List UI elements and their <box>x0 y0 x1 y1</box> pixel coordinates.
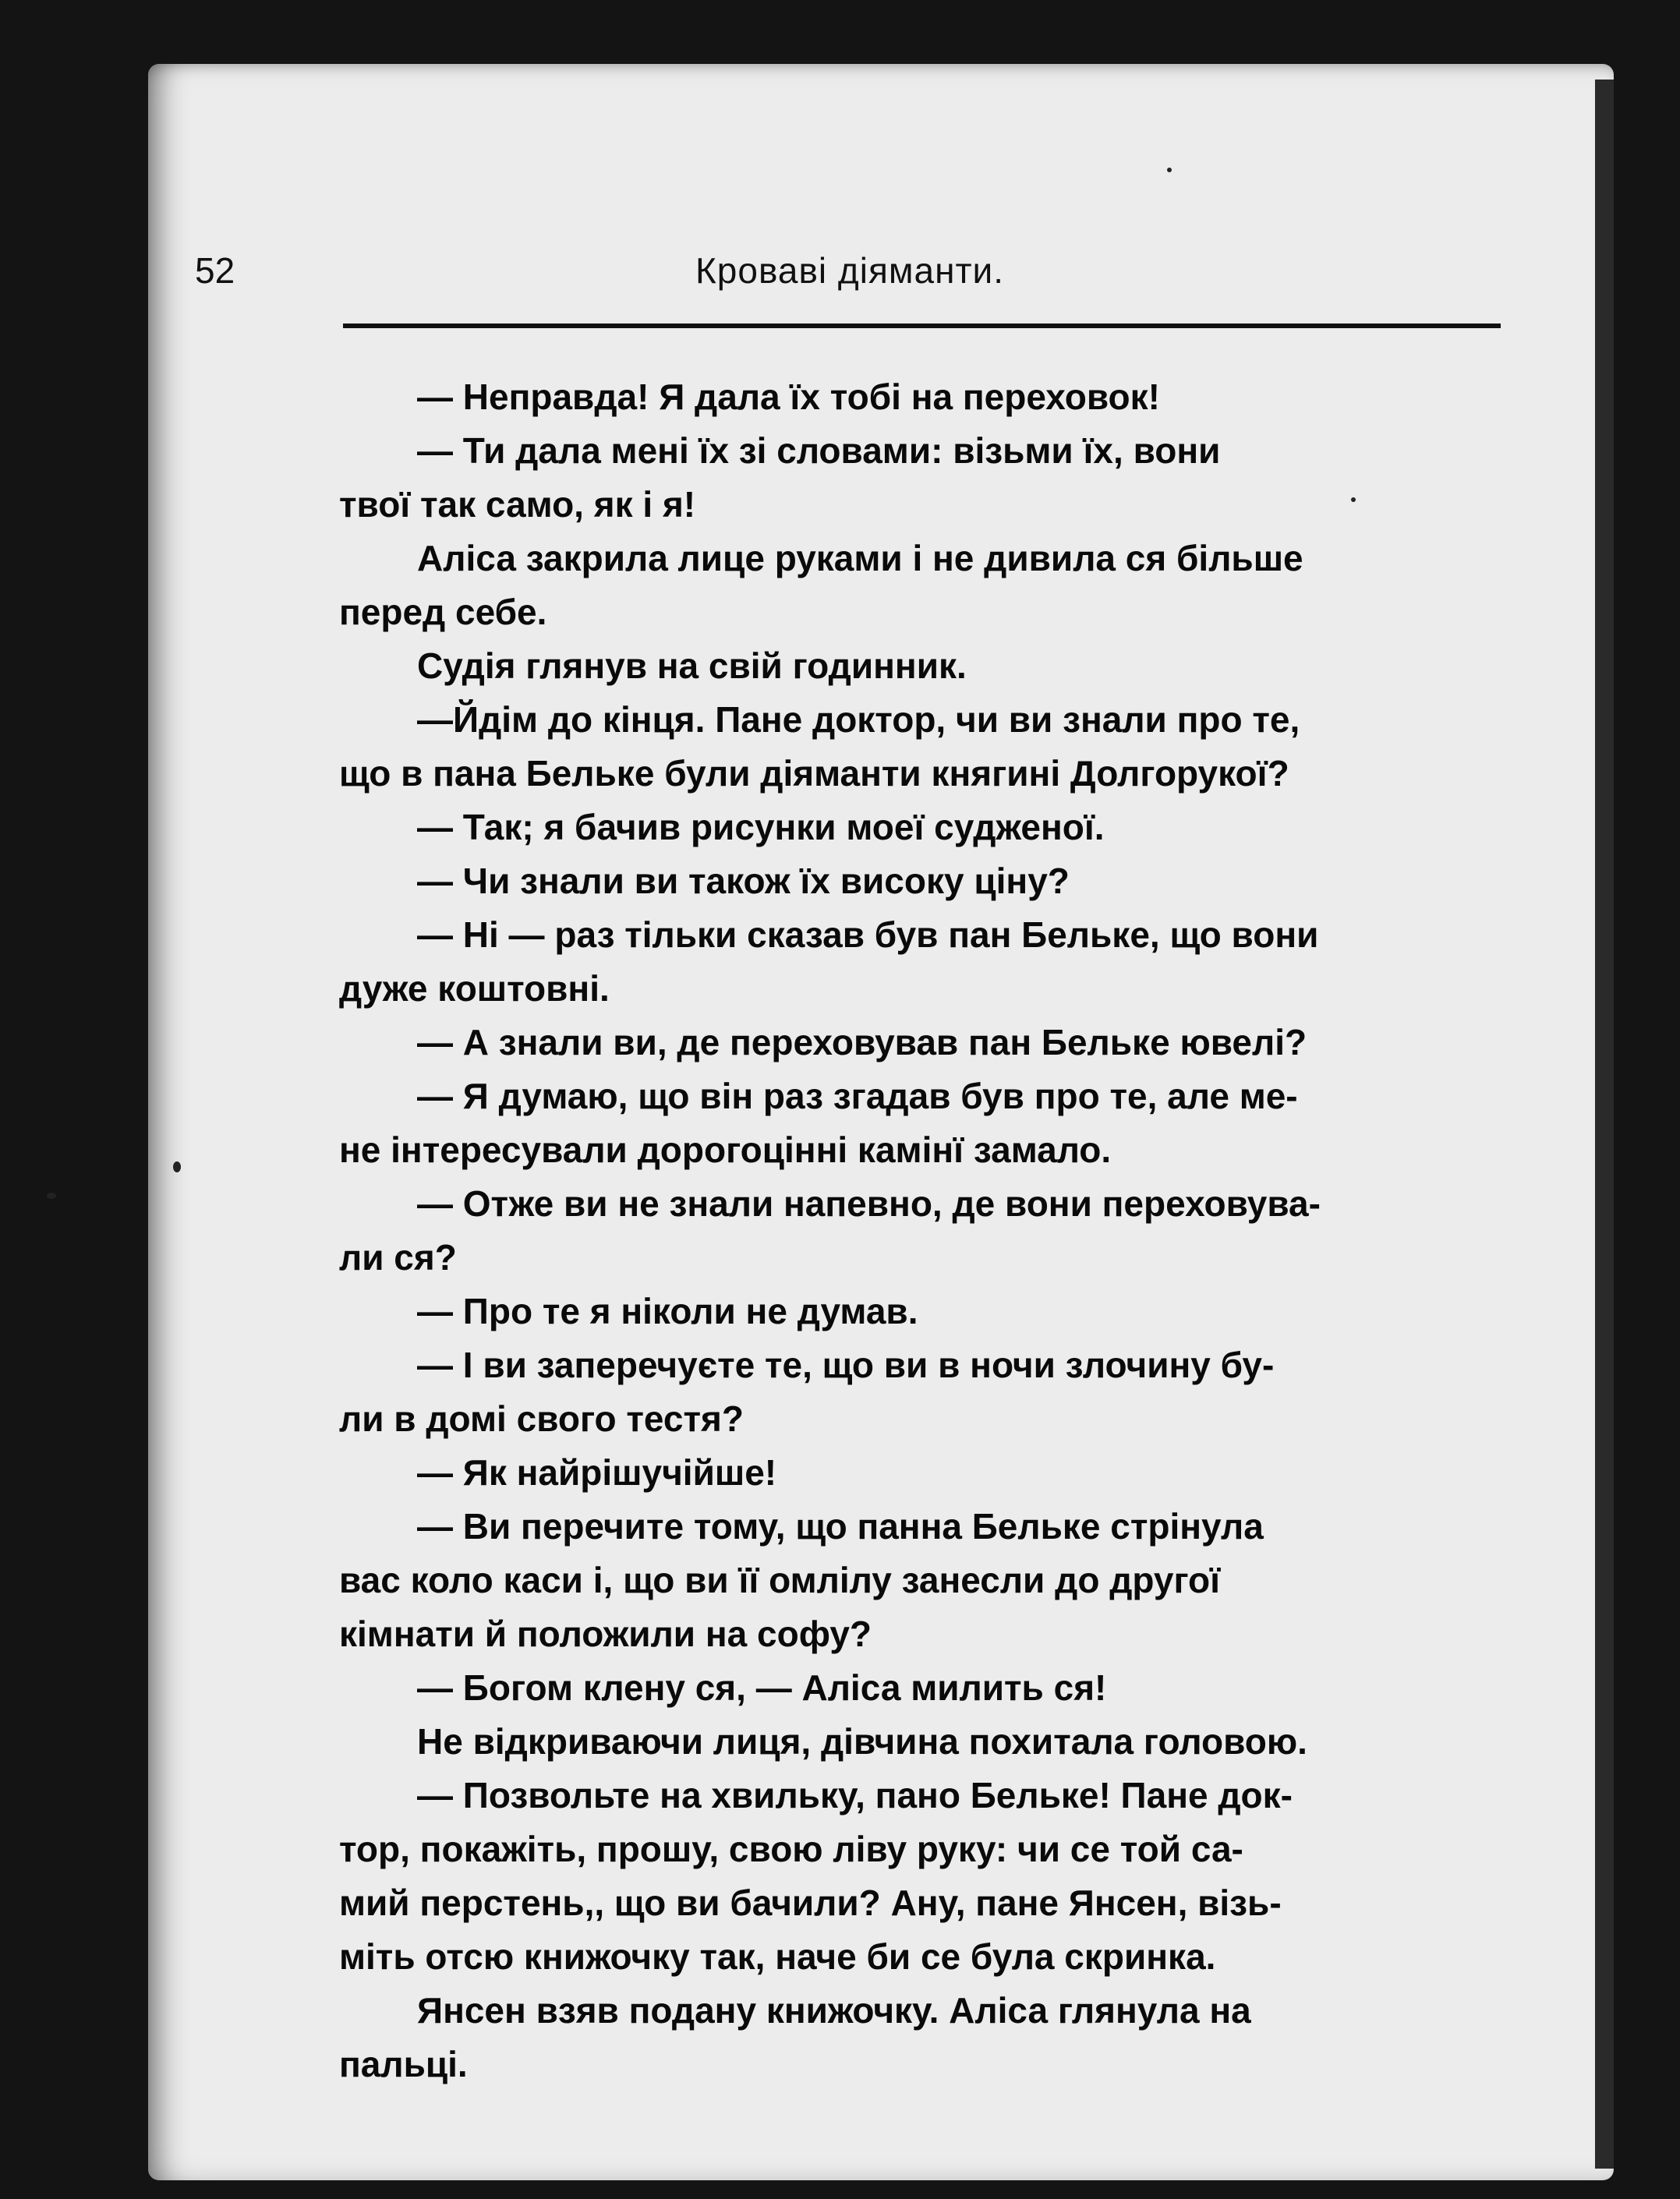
text-line: перед себе. <box>339 592 547 632</box>
text-line: — Ти дала мені їх зі словами: візьми їх, вони <box>417 430 1221 471</box>
text-line: кімнати й положили на софу? <box>339 1614 872 1654</box>
text-line: — Ні — раз тільки сказав був пан Бельке, що вони <box>417 914 1319 955</box>
page-speck <box>173 1161 181 1172</box>
text-line: — Богом клену ся, — Аліса милить ся! <box>417 1667 1107 1708</box>
text-line: вас коло каси і, що ви її омлілу занесли до другої <box>339 1560 1221 1600</box>
text-line: — Я думаю, що він раз згадав був про те, але ме- <box>417 1076 1298 1116</box>
text-line: міть отсю книжочку так, наче би се була скринка. <box>339 1936 1216 1977</box>
text-line: пальці. <box>339 2044 468 2084</box>
text-line: ли ся? <box>339 1237 457 1278</box>
text-line: ли в домі свого тестя? <box>339 1398 744 1439</box>
text-line: — І ви заперечуєте те, що ви в ночи злочину бу- <box>417 1345 1275 1385</box>
text-line: мий перстень,, що ви бачили? Ану, пане Янсен, візь- <box>339 1883 1282 1923</box>
page-speck <box>47 1193 56 1199</box>
page-edge-shadow <box>1595 80 1614 2169</box>
header-rule <box>343 323 1501 328</box>
text-line: —Йдім до кінця. Пане доктор, чи ви знали про те, <box>417 699 1300 740</box>
page-number: 52 <box>195 250 235 291</box>
text-line: дуже коштовні. <box>339 968 610 1009</box>
text-line: — Отже ви не знали напевно, де вони переховува- <box>417 1183 1321 1224</box>
text-line: що в пана Бельке були діяманти княгині Долгорукої? <box>339 753 1289 794</box>
text-line: Не відкриваючи лиця, дівчина похитала головою. <box>417 1721 1307 1762</box>
text-line: тор, покажіть, прошу, свою ліву руку: чи се той са- <box>339 1829 1243 1869</box>
text-line: Судія глянув на свій годинник. <box>417 645 967 686</box>
body-text <box>339 370 1501 2091</box>
page-speck <box>1351 497 1356 502</box>
text-line: не інтересували дорогоцінні камінї замало. <box>339 1130 1112 1170</box>
text-line: — Позвольте на хвильку, пано Бельке! Пане док- <box>417 1775 1293 1815</box>
text-line: — Так; я бачив рисунки моеї судженої. <box>417 807 1105 847</box>
text-line: — Неправда! Я дала їх тобі на переховок! <box>417 377 1160 417</box>
text-line: — Як найрішучійше! <box>417 1452 777 1493</box>
text-line: — Чи знали ви також їх високу ціну? <box>417 861 1070 901</box>
text-line: — Ви перечите тому, що панна Бельке стрінула <box>417 1506 1264 1547</box>
text-line: — Про те я ніколи не думав. <box>417 1291 918 1331</box>
text-line: Аліса закрила лице руками і не дивила ся більше <box>417 538 1303 578</box>
text-line: — А знали ви, де переховував пан Бельке ювелі? <box>417 1022 1307 1062</box>
page-header <box>195 249 1505 304</box>
page-speck <box>1167 168 1172 172</box>
running-title: Кроваві діяманти. <box>695 250 1005 291</box>
text-line: Янсен взяв подану книжочку. Аліса глянула на <box>417 1990 1251 2031</box>
text-line: твої так само, як і я! <box>339 484 696 525</box>
